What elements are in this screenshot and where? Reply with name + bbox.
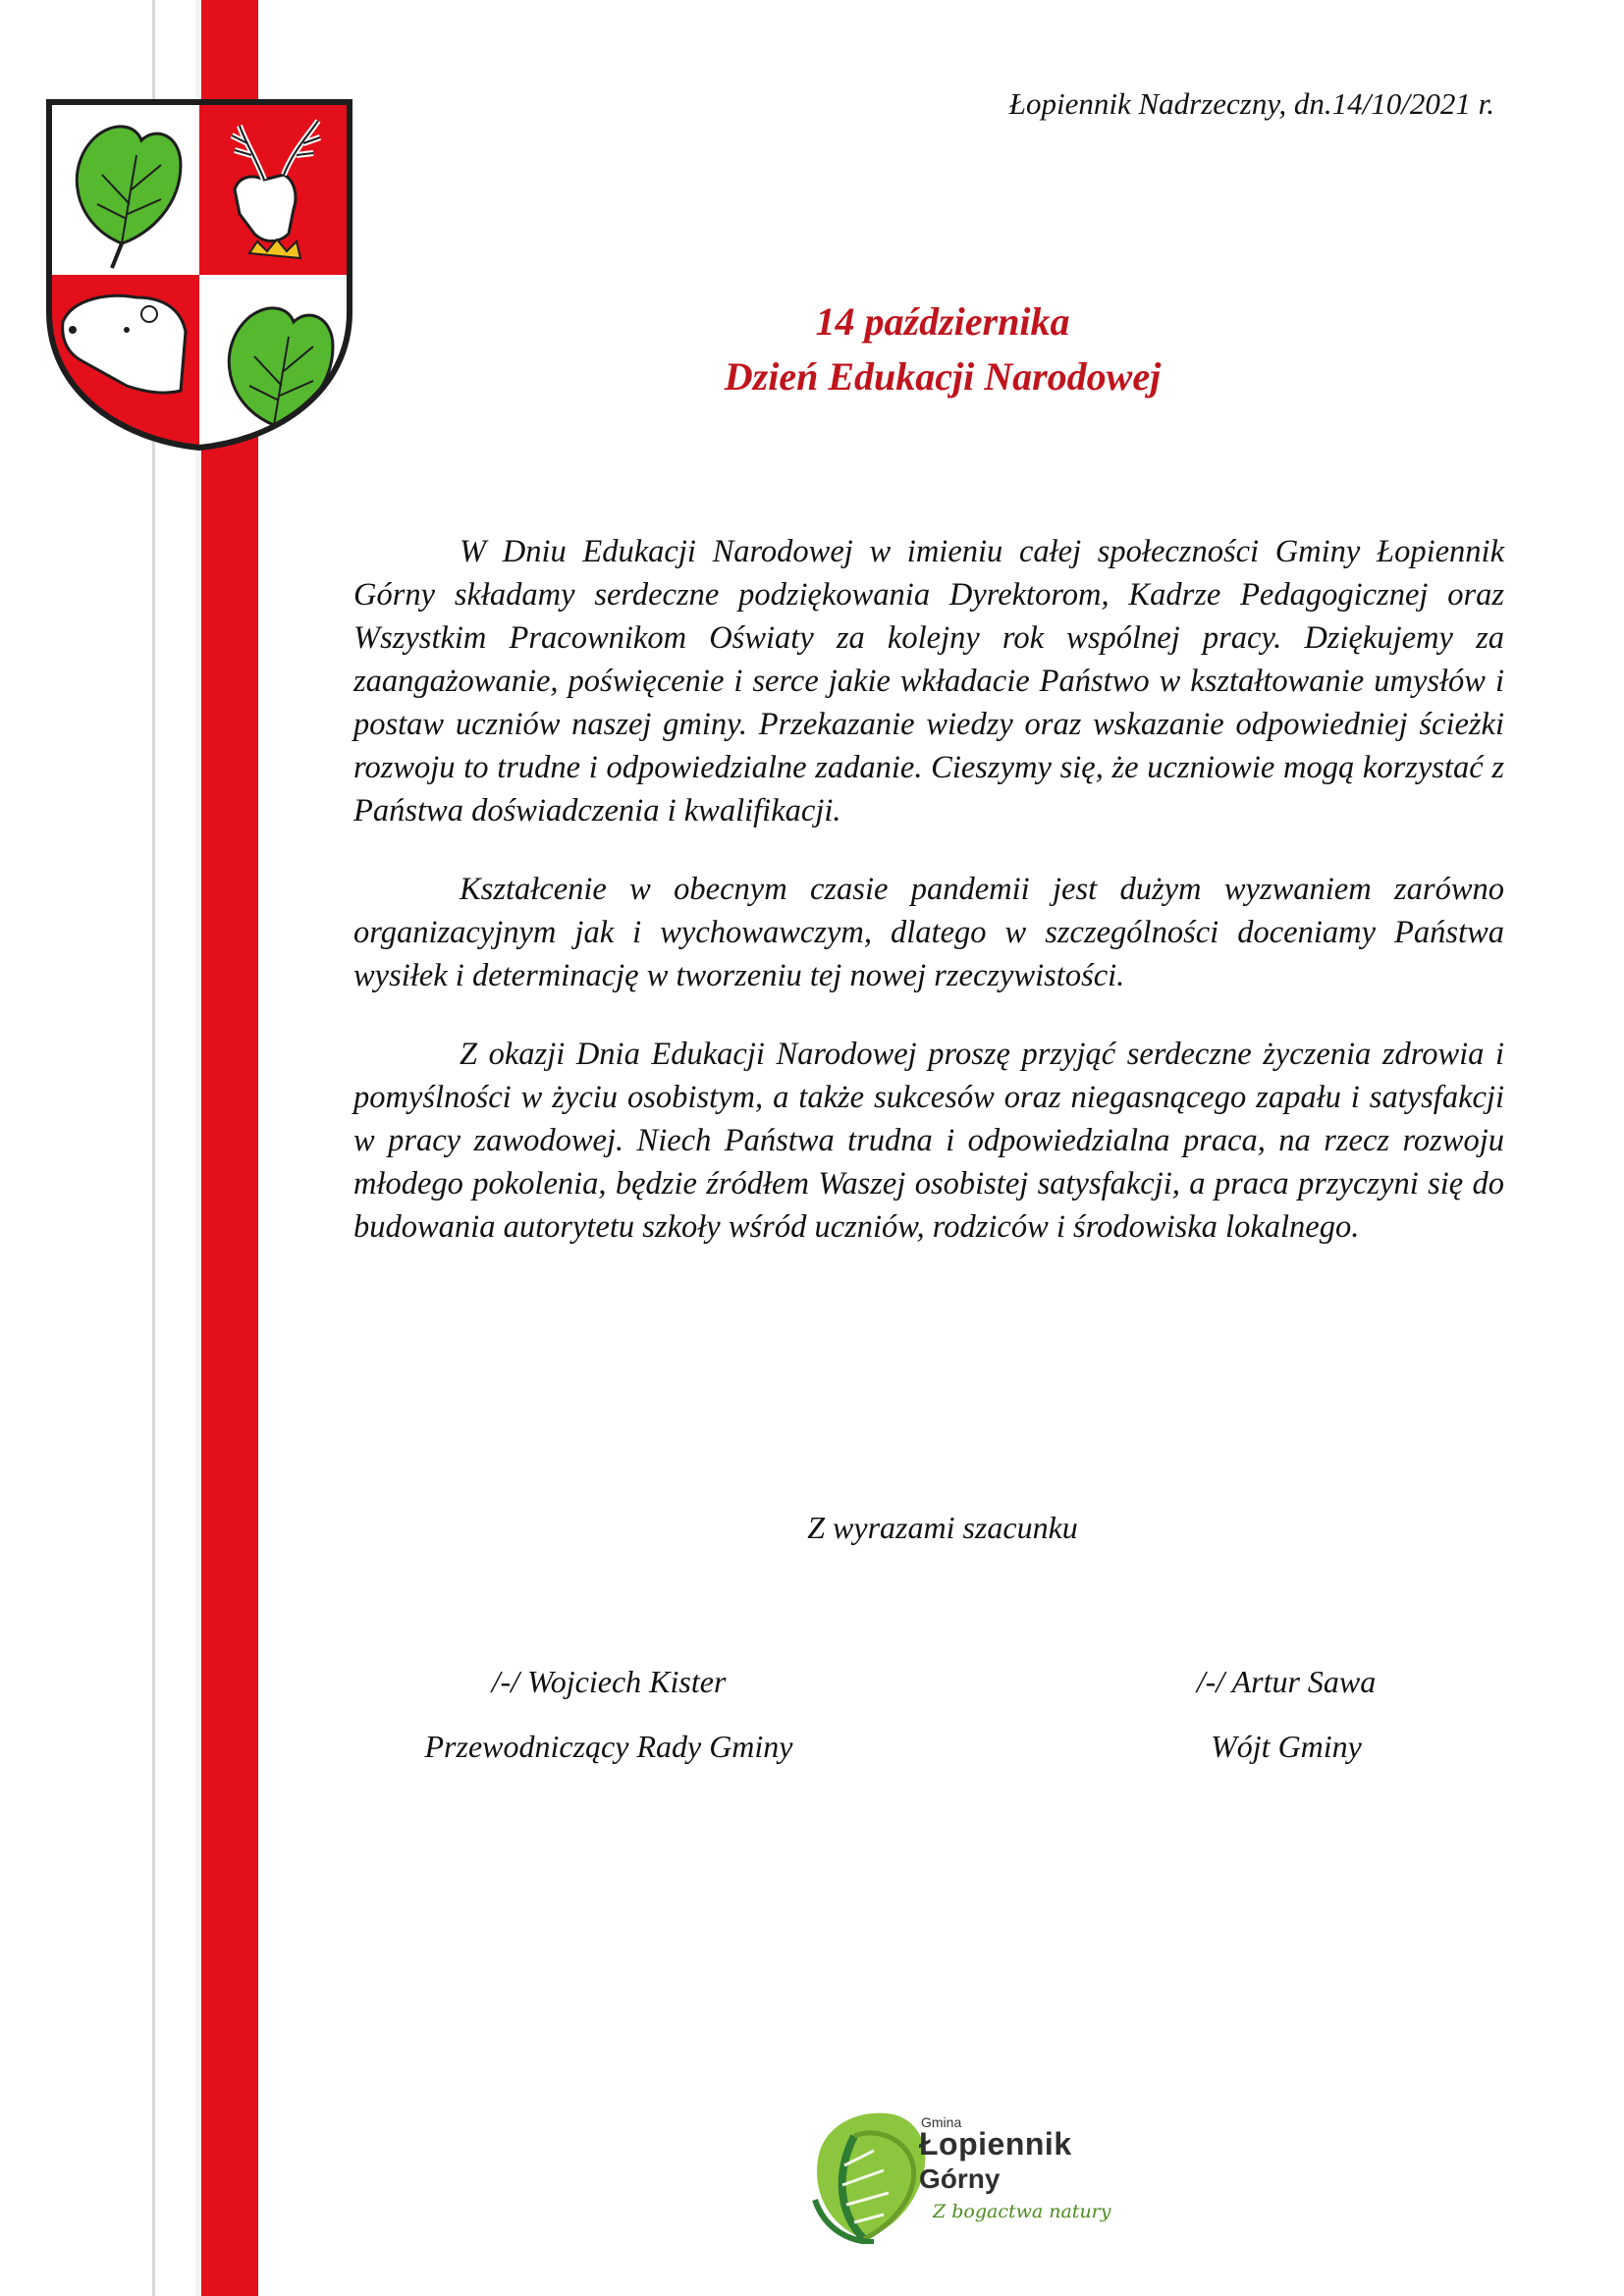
signature-name: /-/ Wojciech Kister (491, 1664, 727, 1699)
letter-body (353, 530, 1504, 1284)
signature-name: /-/ Artur Sawa (1196, 1664, 1377, 1699)
logo-name-line1: Łopiennik (919, 2126, 1072, 2162)
coat-of-arms-icon (43, 96, 355, 454)
paragraph: Kształcenie w obecnym czasie pandemii jest dużym wyzwaniem zarówno organizacyjnym jak i wychowawczym, dlatego w szczególności doceniamy Państwa wysiłek i determinację w tworzeniu tej nowej rzeczywistości. (353, 872, 1504, 993)
title-date: 14 października (815, 299, 1070, 344)
paragraph: W Dniu Edukacji Narodowej w imieniu całej społeczności Gminy Łopiennik Górny składamy serdeczne podziękowania Dyrektorom, Kadrze Pedagogicznej oraz Wszystkim Pracownikom Oświaty za kolejny rok wspólnej pracy. Dziękujemy za zaangażowanie, poświęcenie i serce jakie wkładacie Państwo w kształtowanie umysłów i postaw uczniów naszej gminy. Przekazanie wiedzy oraz wskazanie odpowiedniej ścieżki rozwoju to trudne i odpowiedzialne zadanie. Cieszymy się, że uczniowie mogą korzystać z Państwa doświadczenia i kwalifikacji. (353, 534, 1504, 828)
paragraph: Z okazji Dnia Edukacji Narodowej proszę przyjąć serdeczne życzenia zdrowia i pomyślności w życiu osobistym, a także sukcesów oraz niegasnącego zapału i satysfakcji w pracy zawodowej. Niech Państwa trudna i odpowiedzialna praca, na rzecz rozwoju młodego pokolenia, będzie źródłem Waszej osobistej satysfakcji, a praca przyczyni się do budowania autorytetu szkoły wśród uczniów, rodziców i środowiska lokalnego. (353, 1037, 1504, 1245)
place-date: Łopiennik Nadrzeczny, dn.14/10/2021 r. (1008, 86, 1494, 121)
signature-left (363, 1649, 854, 1779)
signature-right (1060, 1649, 1512, 1779)
logo-slogan: Z bogactwa natury (933, 2201, 1111, 2222)
logo-gmina-label: Gmina (921, 2114, 962, 2130)
closing-salutation: Z wyrazami szacunku (807, 1510, 1078, 1545)
signature-title: Wójt Gminy (1211, 1729, 1362, 1764)
document-title (550, 294, 1335, 404)
leaf-logo-icon (805, 2107, 933, 2244)
signature-title: Przewodniczący Rady Gminy (424, 1729, 793, 1764)
municipality-logo (805, 2107, 1119, 2244)
title-occasion: Dzień Edukacji Narodowej (724, 354, 1162, 399)
logo-name-line2: Górny (919, 2163, 1001, 2194)
